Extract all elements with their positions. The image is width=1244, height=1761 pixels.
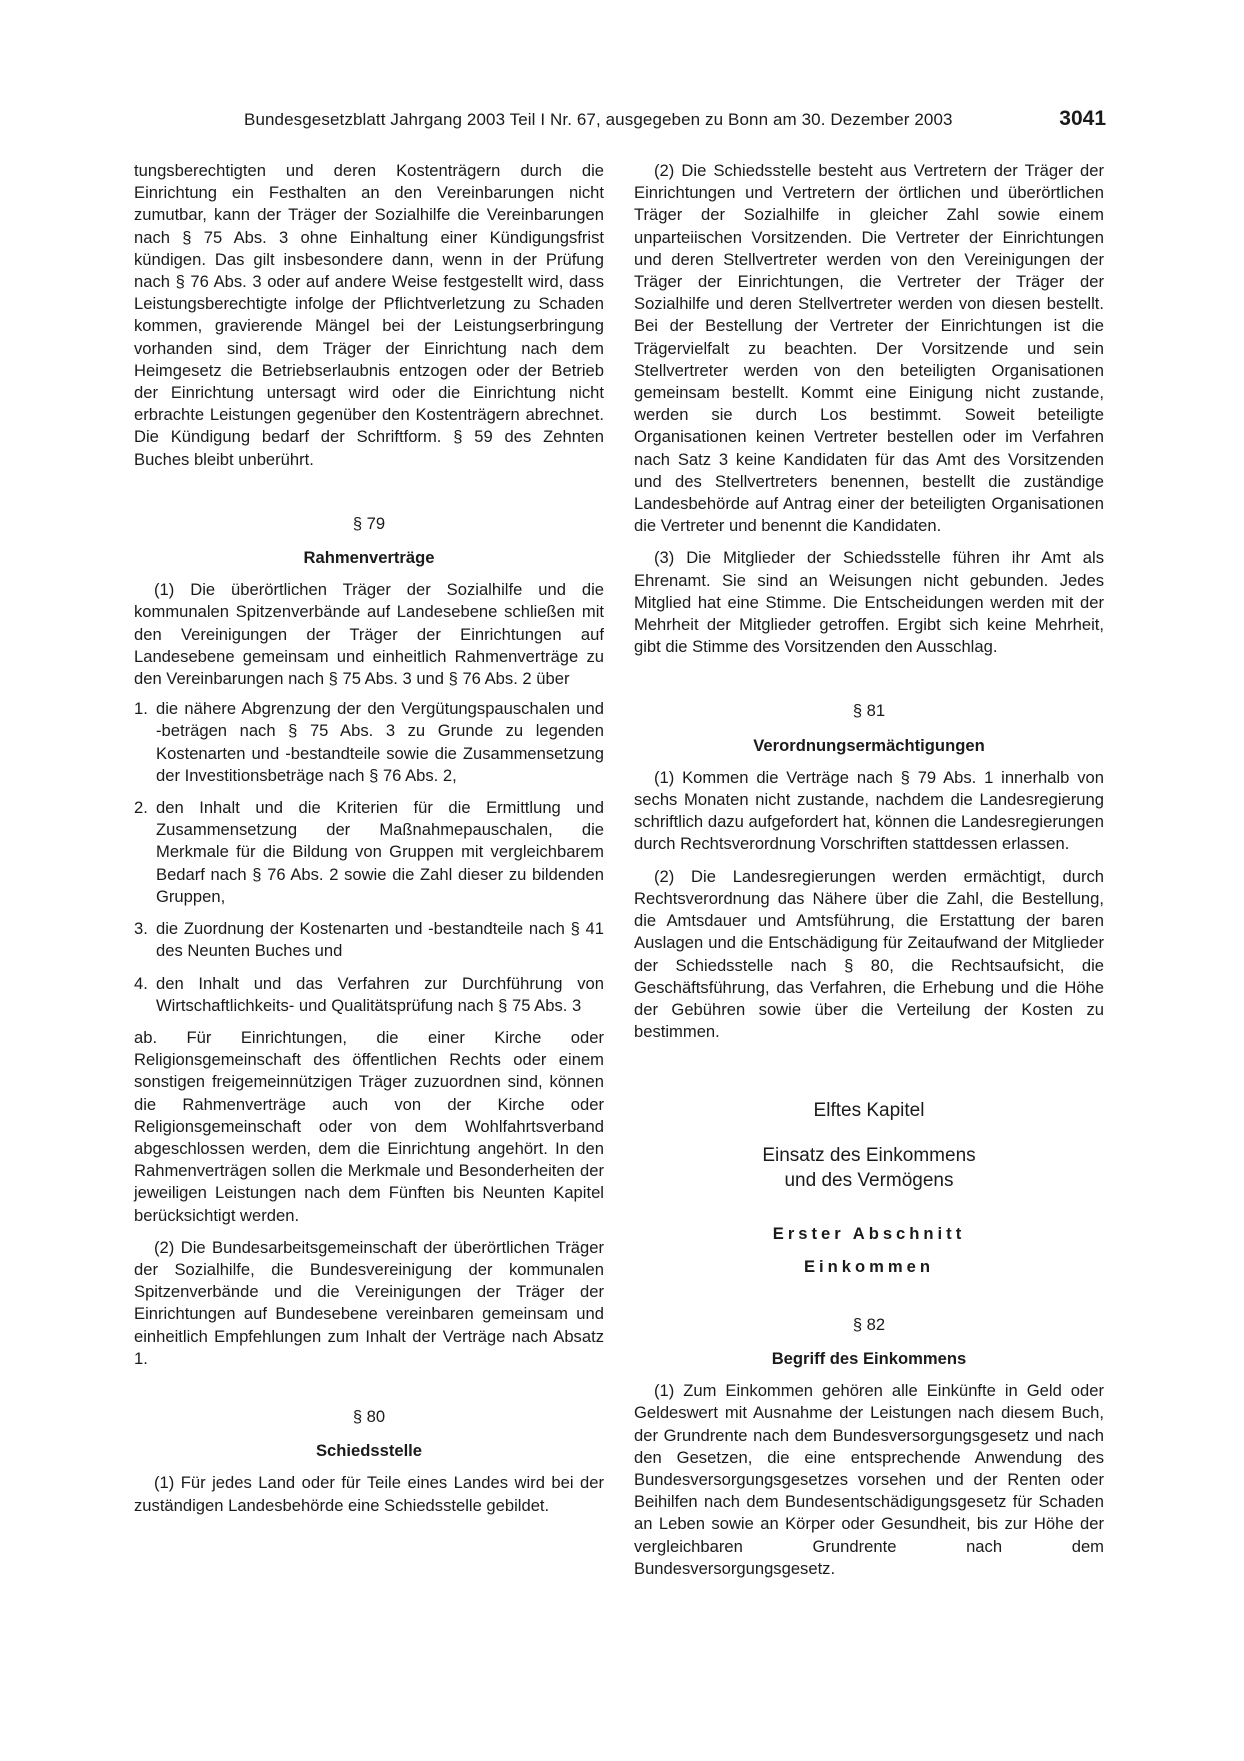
list-item-text: den Inhalt und die Kriterien für die Ermittlung und Zusammensetzung der Maßnahmepauschalen, die Merkmale für die Bildung von Gruppen mit vergleichbarem Bedarf nach § 76 Abs. 2 sowie die Zahl dieser zu bildenden Gruppen,: [156, 798, 604, 906]
paragraph-79-2: (2) Die Bundesarbeitsgemeinschaft der überörtlichen Träger der Sozialhilfe, die Bundesvereinigung der kommunalen Spitzenverbände und die Vereinigungen der Träger der Einrichtungen auf Bundesebene vereinbaren gemeinsam und einheitlich Empfehlungen zum Inhalt der Verträge nach Absatz 1.: [134, 1237, 604, 1368]
chapter-title-line-1: Einsatz des Einkommens: [762, 1145, 976, 1167]
list-79: [134, 698, 604, 1017]
right-column: [634, 160, 1104, 1580]
chapter-heading: Elftes Kapitel: [813, 1100, 925, 1122]
list-item-text: die Zuordnung der Kostenarten und -bestandteile nach § 41 des Neunten Buches und: [156, 919, 604, 961]
paragraph-intro: tungsberechtigten und deren Kostenträgern durch die Einrichtung ein Festhalten an den Vereinbarungen nicht zumutbar, kann der Träger der Sozialhilfe die Vereinbarungen nach § 75 Abs. 3 ohne Einhaltung einer Kündigungsfrist kündigen. Das gilt insbesondere dann, wenn in der Prüfung nach § 76 Abs. 3 oder auf andere Weise festgestellt wird, dass Leistungsberechtigte infolge der Pflichtverletzung zu Schaden kommen, gravierende Mängel bei der Leistungserbringung vorhanden sind, dem Träger der Einrichtung nach dem Heimgesetz die Betriebserlaubnis entzogen oder der Betrieb der Einrichtung untersagt wird oder die Einrichtung nicht erbrachte Leistungen gegenüber den Kostenträgern abrechnet. Die Kündigung bedarf der Schriftform. § 59 des Zehnten Buches bleibt unberührt.: [134, 161, 604, 469]
paragraph-79-1: (1) Die überörtlichen Träger der Sozialhilfe und die kommunalen Spitzenverbände auf Landesebene schließen mit den Vereinigungen der Träger der Einrichtungen auf Landesebene gemeinsam und einheitlich Rahmenverträge zu den Vereinbarungen nach § 75 Abs. 3 und § 76 Abs. 2 über: [134, 580, 604, 689]
list-item-text: die nähere Abgrenzung der den Vergütungspauschalen und -beträgen nach § 75 Abs. 3 zu Grunde zu legenden Kostenarten und -bestandteile sowie die Zusammensetzung der Investitionsbeträge nach § 76 Abs. 2,: [156, 699, 604, 785]
list-item: [134, 797, 604, 908]
list-item-number: 4.: [134, 973, 148, 993]
page-number: 3041: [1059, 107, 1106, 130]
chapter-title-line-2: und des Vermögens: [784, 1170, 954, 1192]
paragraph-81-2: (2) Die Landesregierungen werden ermächtigt, durch Rechtsverordnung das Nähere über die Zahl, die Bestellung, die Amtsdauer und Amtsführung, die Erstattung der baren Auslagen und die Entschädigung für Zeitaufwand der Mitglieder der Schiedsstelle nach § 80, die Rechtsaufsicht, die Geschäftsführung, das Verfahren, die Erhebung und die Höhe der Gebühren sowie über die Verteilung der Kosten zu bestimmen.: [634, 866, 1104, 1042]
section-number-81: § 81: [852, 701, 886, 721]
section-number-80: § 80: [352, 1406, 386, 1426]
section-title-81: Verordnungsermächtigungen: [753, 735, 985, 755]
paragraph-79-1-end: ab. Für Einrichtungen, die einer Kirche oder Religionsgemeinschaft des öffentlichen Rechts oder einem sonstigen freigemeinnützigen Träger zuzuordnen sind, können die Rahmenverträge auch von der Kirche oder Religionsgemeinschaft oder von dem Wohlfahrtsverband abgeschlossen werden, dem die Einrichtung angehört. In den Rahmenverträgen sollen die Merkmale und Besonderheiten der jeweiligen Leistungen nach dem Fünften bis Neunten Kapitel berücksichtigt werden.: [134, 1027, 604, 1225]
paragraph-80-3: (3) Die Mitglieder der Schiedsstelle führen ihr Amt als Ehrenamt. Sie sind an Weisungen nicht gebunden. Jedes Mitglied hat eine Stimme. Die Entscheidungen werden mit der Mehrheit der Mitglieder getroffen. Ergibt sich keine Mehrheit, gibt die Stimme des Vorsitzenden den Ausschlag.: [634, 548, 1104, 657]
abschnitt-title: Einkommen: [803, 1256, 935, 1276]
list-item-text: den Inhalt und das Verfahren zur Durchführung von Wirtschaftlichkeits- und Qualitätsprüfung nach § 75 Abs. 3: [156, 973, 604, 1015]
paragraph-80-2: (2) Die Schiedsstelle besteht aus Vertretern der Träger der Einrichtungen und Vertretern der örtlichen und überörtlichen Träger der Sozialhilfe in gleicher Zahl sowie einem unparteiischen Vorsitzenden. Die Vertreter der Einrichtungen und deren Stellvertreter werden von den Vereinigungen der Träger der Einrichtungen, die Vertreter der Träger der Sozialhilfe und deren Stellvertreter werden von diesen bestellt. Bei der Bestellung der Vertreter der Einrichtungen ist die Trägervielfalt zu beachten. Der Vorsitzende und sein Stellvertreter werden von den beteiligten Organisationen gemeinsam bestellt. Kommt eine Einigung nicht zustande, werden sie durch Los bestimmt. Soweit beteiligte Organisationen keinen Vertreter bestellen oder im Verfahren nach Satz 3 keine Kandidaten für das Amt des Vorsitzenden und des Stellvertreters benennen, bestellt die zuständige Landesbehörde auf Antrag einer der beteiligten Organisationen die Vertreter und benennt die Kandidaten.: [634, 161, 1104, 536]
section-title-82: Begriff des Einkommens: [771, 1348, 967, 1368]
list-item: [134, 973, 604, 1017]
list-item-number: 2.: [134, 798, 148, 818]
list-item: [134, 698, 604, 787]
paragraph-80-1: (1) Für jedes Land oder für Teile eines Landes wird bei der zuständigen Landesbehörde eine Schiedsstelle gebildet.: [134, 1473, 604, 1515]
paragraph-81-1: (1) Kommen die Verträge nach § 79 Abs. 1 innerhalb von sechs Monaten nicht zustande, nachdem die Landesregierung schriftlich dazu aufgefordert hat, können die Landesregierungen durch Rechtsverordnung Vorschriften stattdessen erlassen.: [634, 767, 1104, 854]
section-number-82: § 82: [852, 1314, 886, 1334]
section-number-79: § 79: [352, 513, 386, 533]
paragraph-82-1: (1) Zum Einkommen gehören alle Einkünfte in Geld oder Geldeswert mit Ausnahme der Leistungen nach diesem Buch, der Grundrente nach dem Bundesversorgungsgesetz und nach den Gesetzen, die eine entsprechende Anwendung des Bundesversorgungsgesetzes vorsehen und der Renten oder Beihilfen nach dem Bundesentschädigungsgesetz für Schaden an Leben sowie an Körper oder Gesundheit, bis zur Höhe der vergleichbaren Grundrente nach dem Bundesversorgungsgesetz.: [634, 1381, 1104, 1578]
section-title-80: Schiedsstelle: [315, 1441, 423, 1461]
list-item: [134, 918, 604, 962]
section-title-79: Rahmenverträge: [303, 548, 435, 568]
page-header: [0, 107, 1244, 140]
list-item-number: 3.: [134, 919, 148, 939]
header-text: Bundesgesetzblatt Jahrgang 2003 Teil I Nr. 67, ausgegeben zu Bonn am 30. Dezember 2003: [244, 110, 953, 129]
left-column: [134, 160, 604, 1517]
abschnitt-heading: Erster Abschnitt: [772, 1224, 966, 1244]
list-item-number: 1.: [134, 699, 148, 719]
